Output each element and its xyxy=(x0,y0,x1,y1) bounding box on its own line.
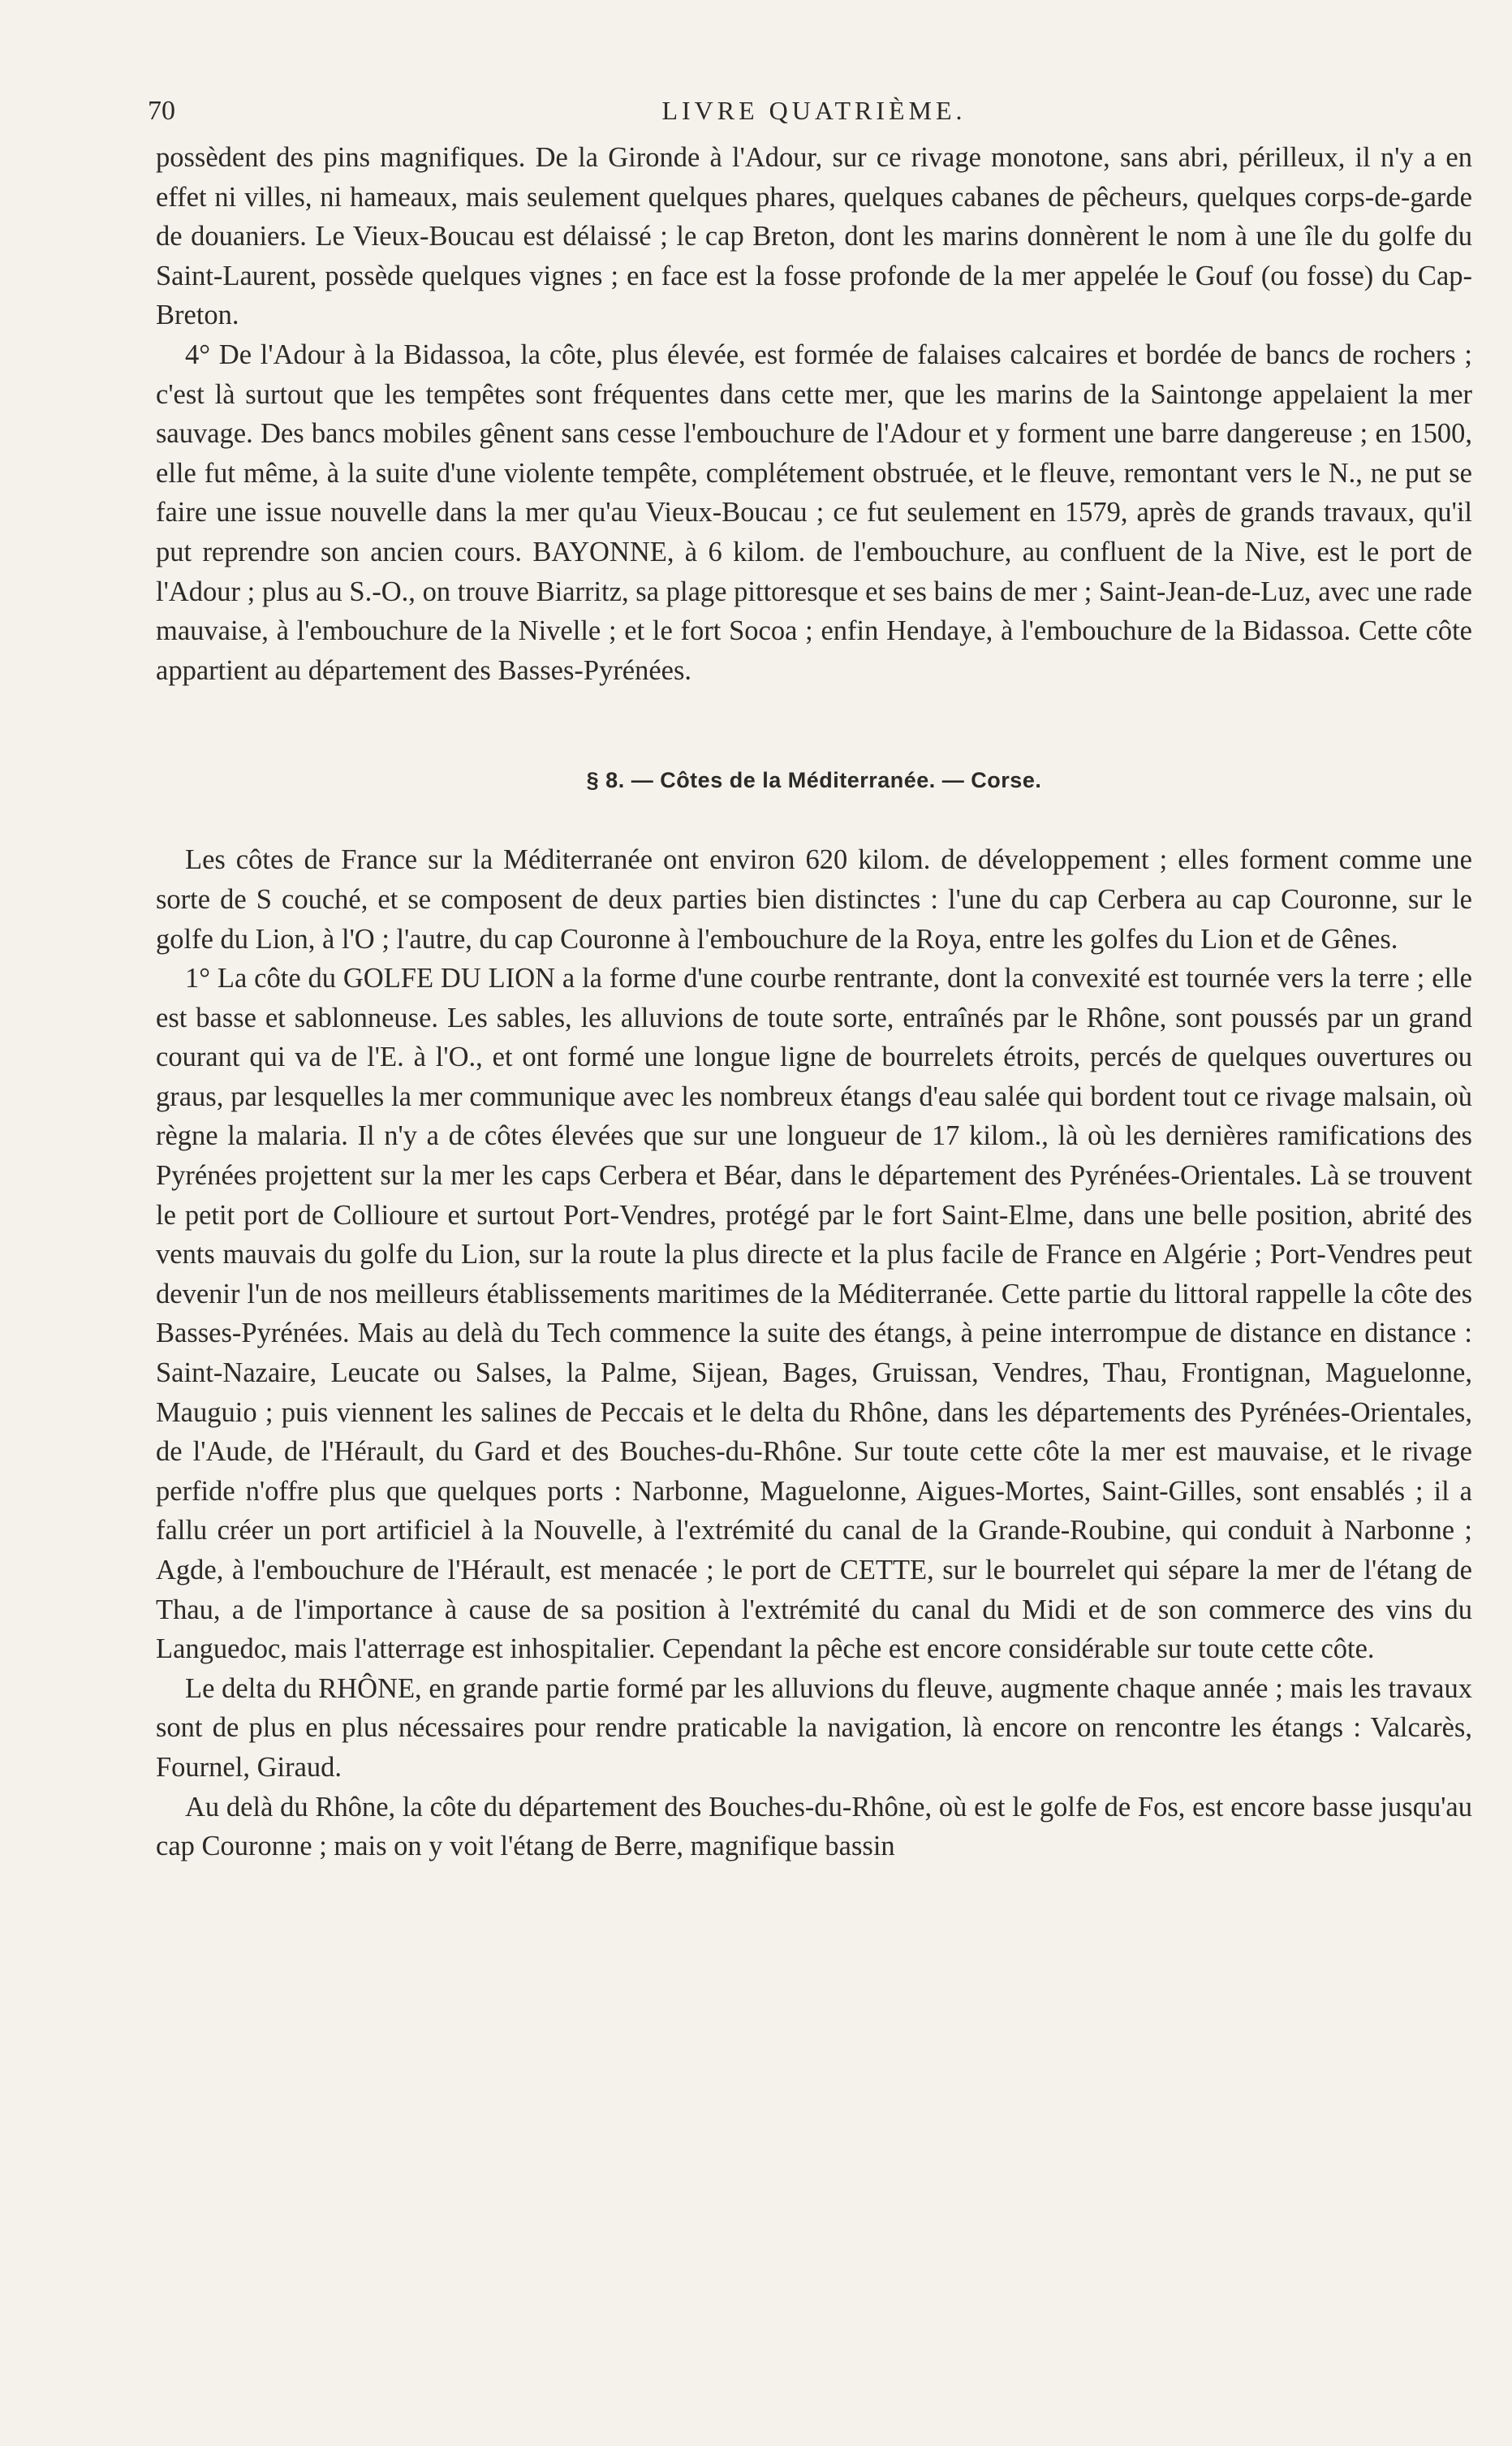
paragraph-landes-coast: possèdent des pins magnifiques. De la Gironde à l'Adour, sur ce rivage monotone, sans abri, périlleux, il n'y a en effet ni villes, ni hameaux, mais seulement quelques phares, quelques cabanes de pêcheurs, quelques corps-de-garde de douaniers. Le Vieux-Boucau est délaissé ; le cap Breton, dont les marins donnèrent le nom à une île du golfe du Saint-Laurent, possède quelques vignes ; en face est la fosse profonde de la mer appelée le Gouf (ou fosse) du Cap-Breton. xyxy=(156,142,1472,331)
paragraph-bouches-du-rhone: Au delà du Rhône, la côte du département des Bouches-du-Rhône, où est le golfe de Fos, est encore basse jusqu'au cap Couronne ; mais on y voit l'étang de Berre, magnifique bassin xyxy=(156,1791,1472,1862)
running-title: LIVRE QUATRIÈME. xyxy=(661,96,967,125)
paragraph-mediterranean-intro: Les côtes de France sur la Méditerranée ont environ 620 kilom. de développement ; elles forment comme une sorte de S couché, et se composent de deux parties bien distinctes : l'une du cap Cerbera au cap Couronne, sur le golfe du Lion, à l'O ; l'autre, du cap Couronne à l'embouchure de la Roya, entre les golfes du Lion et de Gênes. xyxy=(156,844,1472,955)
paragraph-golfe-du-lion: 1° La côte du GOLFE DU LION a la forme d'une courbe rentrante, dont la convexité est tournée vers la terre ; elle est basse et sablonneuse. Les sables, les alluvions de toute sorte, entraînés par le Rhône, sont poussés par un grand courant qui va de l'E. à l'O., et ont formé une longue ligne de bourrelets étroits, percés de quelques ouvertures ou graus, par lesquelles la mer communique avec les nombreux étangs d'eau salée qui bordent tout ce rivage malsain, où règne la malaria. Il n'y a de côtes élevées que sur une longueur de 17 kilom., là où les dernières ramifications des Pyrénées projettent sur la mer les caps Cerbera et Béar, dans le département des Pyrénées-Orientales. Là se trouvent le petit port de Collioure et surtout Port-Vendres, protégé par le fort Saint-Elme, dans une belle position, abrité des vents mauvais du golfe du Lion, sur la route la plus directe et la plus facile de France en Algérie ; Port-Vendres peut devenir l'un de nos meilleurs établissements maritimes de la Méditerranée. Cette partie du littoral rappelle la côte des Basses-Pyrénées. Mais au delà du Tech commence la suite des étangs, à peine interrompue de distance en distance : Saint-Nazaire, Leucate ou Salses, la Palme, Sijean, Bages, Gruissan, Vendres, Thau, Frontignan, Maguelonne, Mauguio ; puis viennent les salines de Peccais et le delta du Rhône, dans les départements des Pyrénées-Orientales, de l'Aude, de l'Hérault, du Gard et des Bouches-du-Rhône. Sur toute cette côte la mer est mauvaise, et le rivage perfide n'offre plus que quelques ports : Narbonne, Maguelonne, Aigues-Mortes, Saint-Gilles, sont ensablés ; il a fallu créer un port artificiel à la Nouvelle, à l'extrémité du canal de la Grande-Roubine, qui conduit à Narbonne ; Agde, à l'embouchure de l'Hérault, est menacée ; le port de CETTE, sur le bourrelet qui sépare la mer de l'étang de Thau, a de l'importance à cause de sa position à l'extrémité du canal du Midi et de son commerce des vins du Languedoc, mais l'atterrage est inhospitalier. Cependant la pêche est encore considérable sur toute cette côte. xyxy=(156,963,1472,1665)
book-page xyxy=(148,89,1472,1866)
section-heading: § 8. — Côtes de la Méditerranée. — Corse. xyxy=(586,768,1042,793)
page-header xyxy=(148,89,1472,138)
paragraph-rhone-delta: Le delta du RHÔNE, en grande partie formé par les alluvions du fleuve, augmente chaque année ; mais les travaux sont de plus en plus nécessaires pour rendre praticable la navigation, là encore on rencontre les étangs : Valcarès, Fournel, Giraud. xyxy=(156,1672,1472,1783)
page-number: 70 xyxy=(148,96,175,126)
paragraph-adour-bidassoa: 4° De l'Adour à la Bidassoa, la côte, plus élevée, est formée de falaises calcaires et bordée de bancs de rochers ; c'est là surtout que les tempêtes sont fréquentes dans cette mer, que les marins de la Saintonge appelaient la mer sauvage. Des bancs mobiles gênent sans cesse l'embouchure de l'Adour et y forment une barre dangereuse ; en 1500, elle fut même, à la suite d'une violente tempête, complétement obstruée, et le fleuve, remontant vers le N., ne put se faire une issue nouvelle dans la mer qu'au Vieux-Boucau ; ce fut seulement en 1579, après de grands travaux, qu'il put reprendre son ancien cours. BAYONNE, à 6 kilom. de l'embouchure, au confluent de la Nive, est le port de l'Adour ; plus au S.-O., on trouve Biarritz, sa plage pittoresque et ses bains de mer ; Saint-Jean-de-Luz, avec une rade mauvaise, à l'embouchure de la Nivelle ; et le fort Socoa ; enfin Hendaye, à l'embouchure de la Bidassoa. Cette côte appartient au département des Basses-Pyrénées. xyxy=(156,339,1472,686)
